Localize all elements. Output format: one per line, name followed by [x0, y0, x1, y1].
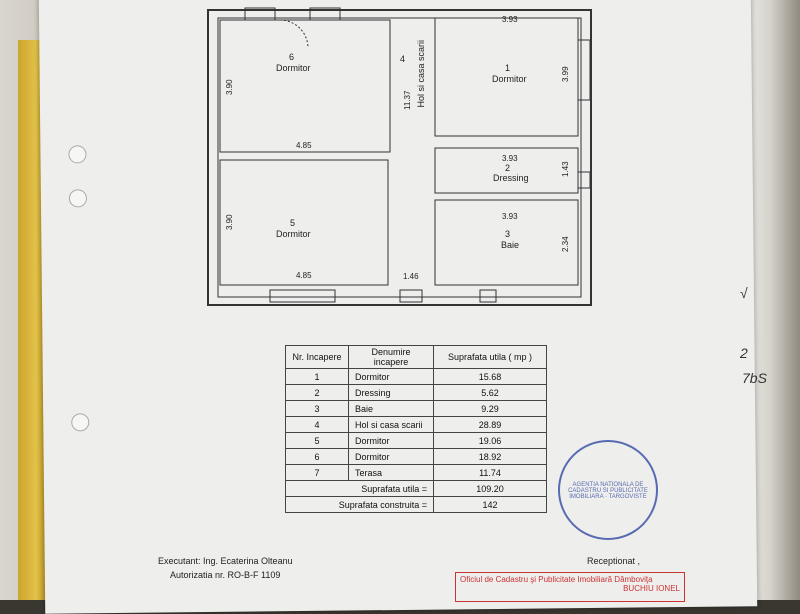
table-row: 3 Baie 9.29 — [286, 401, 547, 417]
dimension: 11.37 — [403, 90, 412, 110]
dimension: 3.90 — [225, 79, 234, 95]
column-header: Nr. Incapere — [286, 346, 349, 369]
room-name: Dormitor — [492, 74, 527, 84]
table-row: 1 Dormitor 15.68 — [286, 369, 547, 385]
room-number: 1 — [505, 63, 511, 73]
table-header-row — [286, 346, 547, 369]
room-number: 6 — [289, 52, 295, 62]
rooms-table — [285, 345, 547, 513]
authorization-text: Autorizatia nr. RO-B-F 1109 — [170, 570, 281, 580]
official-stamp: AGENTIA NATIONALA DE CADASTRU SI PUBLICITATE IMOBILIARA · TARGOVISTE — [558, 440, 658, 540]
dimension: 2.34 — [561, 236, 570, 252]
room-name: Dormitor — [276, 63, 311, 73]
dimension: 3.99 — [561, 66, 570, 82]
margin-note: √ — [740, 285, 748, 301]
column-header: Denumire incapere — [349, 346, 434, 369]
room-name: Baie — [501, 240, 520, 250]
room-number: 4 — [400, 54, 406, 64]
received-text: Receptionat , — [587, 556, 641, 566]
dimension: 1.46 — [403, 272, 419, 281]
margin-note: 7bS — [742, 370, 767, 386]
room-labels — [276, 40, 529, 250]
dimension: 3.90 — [225, 214, 234, 230]
dimension: 4.85 — [296, 141, 312, 150]
dimension: 3.93 — [502, 154, 518, 163]
room-number: 3 — [505, 229, 511, 239]
dimension: 1.43 — [561, 161, 570, 177]
total-util-row: Suprafata utila = 109.20 — [286, 481, 547, 497]
table-row: 5 Dormitor 19.06 — [286, 433, 547, 449]
room-number: 2 — [505, 163, 511, 173]
room-name: Dormitor — [276, 229, 311, 239]
office-stamp — [455, 572, 685, 602]
executant-text: Executant: Ing. Ecaterina Olteanu — [158, 556, 293, 566]
table-row: 4 Hol si casa scarii 28.89 — [286, 417, 547, 433]
dimension: 4.85 — [296, 271, 312, 280]
office-name: Oficiul de Cadastru şi Publicitate Imobiliară Dâmboviţa — [460, 575, 653, 584]
room-name: Dressing — [493, 173, 529, 183]
margin-note: 2 — [740, 345, 748, 361]
total-constr-row: Suprafata construita = 142 — [286, 497, 547, 513]
room-name: Hol si casa scarii — [416, 40, 426, 108]
dimension: 3.93 — [502, 15, 518, 24]
column-header: Suprafata utila ( mp ) — [434, 346, 547, 369]
table-row: 2 Dressing 5.62 — [286, 385, 547, 401]
table-row: 6 Dormitor 18.92 — [286, 449, 547, 465]
table-row: 7 Terasa 11.74 — [286, 465, 547, 481]
dimension: 3.93 — [502, 212, 518, 221]
officer-name: BUCHIU IONEL — [623, 584, 680, 593]
room-number: 5 — [290, 218, 296, 228]
